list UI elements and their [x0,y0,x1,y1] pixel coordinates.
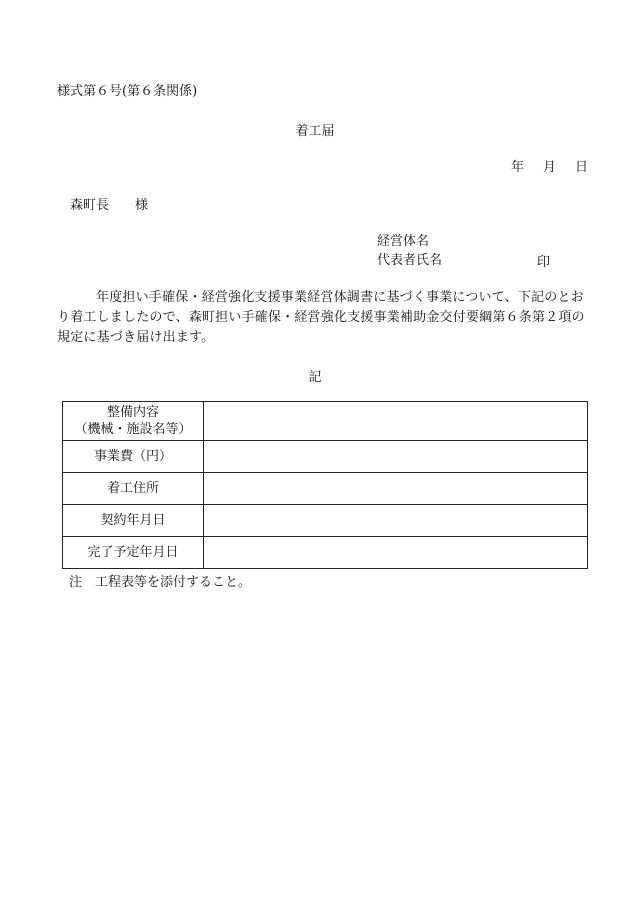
contract-date-value-cell[interactable] [204,505,588,537]
month-unit: 月 [542,160,556,175]
label-line: 整備内容 [106,405,159,420]
row-label-contract-date: 契約年月日 [63,505,204,537]
row-label-completion-date: 完了予定年月日 [63,537,204,569]
day-unit: 日 [574,160,588,175]
addressee [70,194,148,213]
completion-date-value-cell[interactable] [204,537,588,569]
document-title: 着工届 [295,124,335,139]
addressee-honorific: 様 [135,198,149,213]
equipment-value-cell[interactable] [204,402,588,441]
representative-name-label: 代表者氏名 [377,253,443,268]
body-paragraph: 年度担い手確保・経営強化支援事業経営体調書に基づく事業について、下記のとおり着工しましたので、森町担い手確保・経営強化支援事業補助金交付要綱第６条第２項の規定に基づき届け出ます。 [57,290,585,345]
year-unit: 年 [510,160,524,175]
row-label-address: 着工住所 [63,473,204,505]
form-number: 様式第６号(第６条関係) [57,84,198,99]
seal-label: 印 [537,255,551,270]
addressee-name: 森町長 [70,198,110,213]
ki-heading: 記 [308,370,322,385]
table-row [63,402,588,441]
table-row [63,473,588,505]
address-value-cell[interactable] [204,473,588,505]
note [69,571,251,590]
row-label-equipment [63,402,204,441]
table-row [63,441,588,473]
row-label-cost: 事業費（円） [63,441,204,473]
label-line: （機械・施設名等） [74,422,192,437]
table-row [63,537,588,569]
cost-value-cell[interactable] [204,441,588,473]
note-text: 工程表等を添付すること。 [95,575,252,590]
date-line [511,156,588,175]
table-row [63,505,588,537]
detail-table [62,401,588,569]
applicant-block [377,232,551,270]
note-marker: 注 [69,575,83,590]
entity-name-label: 経営体名 [377,234,430,249]
